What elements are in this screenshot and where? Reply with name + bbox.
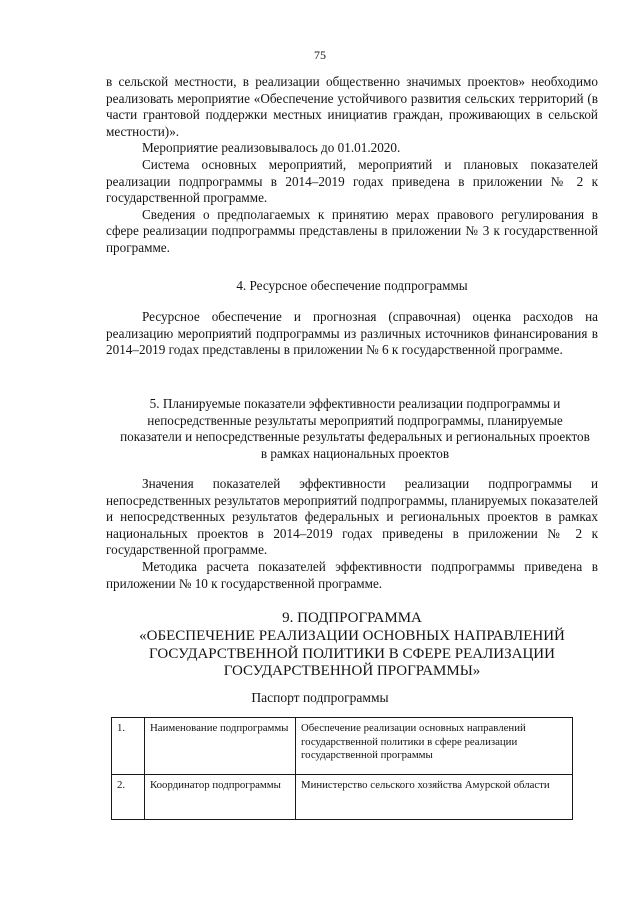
table-row: [112, 718, 573, 775]
paragraph: Ресурсное обеспечение и прогнозная (справочная) оценка расходов на реализацию мероприятий подпрограммы из различных источников финансирования в 2014–2019 годах представлены в приложении № 6 к государственной программе.: [106, 309, 598, 358]
paragraph: в сельской местности, в реализации общественно значимых проектов» необходимо реализовать мероприятие «Обеспечение устойчивого развития сельских территорий (в части грантовой поддержки местных инициатив граждан, проживающих в сельской местности)».: [106, 74, 598, 139]
passport-table: [111, 717, 573, 820]
table-row: [112, 775, 573, 820]
passport-title: Паспорт подпрограммы: [251, 690, 389, 705]
paragraph: Сведения о предполагаемых к принятию мерах правового регулирования в сфере реализации подпрограммы представлены в приложении № 3 к государственной программе.: [106, 206, 598, 255]
subprogram-name: «ОБЕСПЕЧЕНИЕ РЕАЛИЗАЦИИ ОСНОВНЫХ НАПРАВЛЕНИЙ ГОСУДАРСТВЕННОЙ ПОЛИТИКИ В СФЕРЕ РЕАЛИЗАЦИИ ГОСУДАРСТВЕННОЙ ПРОГРАММЫ»: [139, 628, 565, 679]
paragraph: Мероприятие реализовывалось до 01.01.2020.: [142, 140, 401, 156]
section-5-heading: 5. Планируемые показатели эффективности реализации подпрограммы и непосредственные результаты мероприятий подпрограммы, планируемые показатели и непосредственные результаты федеральных и региональных проектов в рамках национальных проектов: [120, 396, 590, 461]
field-name: Наименование подпрограммы: [145, 718, 296, 775]
page-number: 75: [314, 48, 326, 62]
field-name: Координатор подпрограммы: [145, 775, 296, 820]
row-number: 1.: [112, 718, 145, 775]
section-5-text-block: [106, 476, 598, 592]
top-text-block: [106, 74, 598, 257]
row-number: 2.: [112, 775, 145, 820]
section-4-heading: 4. Ресурсное обеспечение подпрограммы: [236, 278, 468, 293]
section-4-text-block: [106, 309, 598, 359]
field-value: Министерство сельского хозяйства Амурской области: [296, 775, 573, 820]
paragraph: Значения показателей эффективности реализации подпрограммы и непосредственных результатов мероприятий подпрограммы, планируемых показателей и непосредственных результатов федеральных и региональных проектов в рамках национальных проектов в 2014–2019 годах приведены в приложении № 2 к государственной программе.: [106, 476, 598, 558]
paragraph: Методика расчета показателей эффективности подпрограммы приведена в приложении № 10 к государственной программе.: [106, 558, 598, 591]
subprogram-number-title: 9. ПОДПРОГРАММА: [282, 610, 422, 626]
paragraph: Система основных мероприятий, мероприятий и плановых показателей реализации подпрограммы в 2014–2019 годах приведена в приложении № 2 к государственной программе.: [106, 156, 598, 206]
field-value: Обеспечение реализации основных направлений государственной политики в сфере реализации государственной программы: [296, 718, 573, 775]
